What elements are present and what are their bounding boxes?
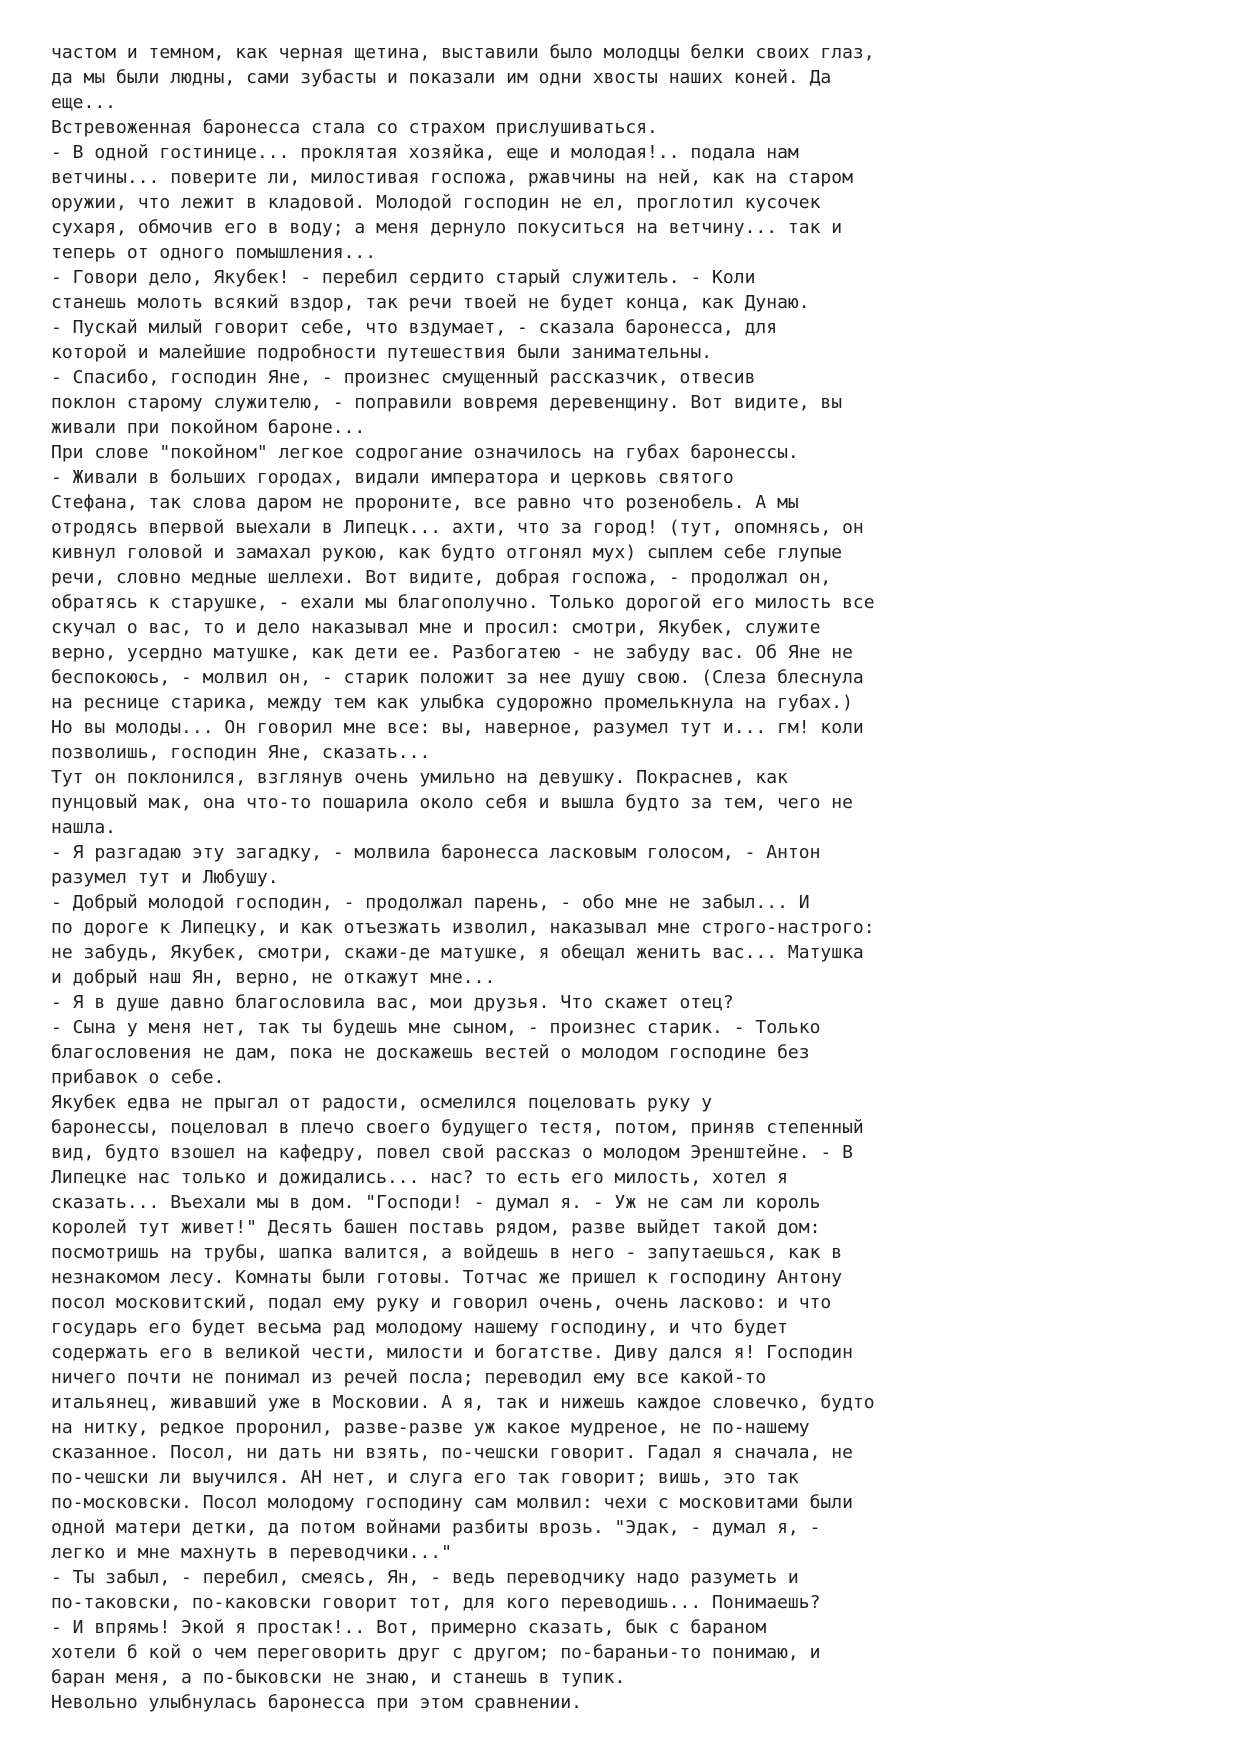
text-line: баран меня, а по-быковски не знаю, и станешь в тупик.: [51, 1667, 626, 1688]
text-line: да мы были людны, сами зубасты и показали им одни хвосты наших коней. Да: [51, 67, 832, 88]
text-line: сухаря, обмочив его в воду; а меня дернуло покуситься на ветчину... так и: [51, 217, 843, 238]
text-line: государь его будет весьма рад молодому нашему господину, и что будет: [51, 1317, 788, 1338]
text-line: - Сына у меня нет, так ты будешь мне сыном, - произнес старик. - Только: [51, 1017, 821, 1038]
text-line: Тут он поклонился, взглянув очень умильно на девушку. Покраснев, как: [51, 767, 788, 788]
text-line: ветчины... поверите ли, милостивая госпожа, ржавчины на ней, как на старом: [51, 167, 853, 188]
text-line: - В одной гостинице... проклятая хозяйка, еще и молодая!.. подала нам: [51, 142, 799, 163]
text-line: не забудь, Якубек, смотри, скажи-де матушке, я обещал женить вас... Матушка: [51, 942, 864, 963]
text-line: которой и малейшие подробности путешествия были занимательны.: [51, 342, 713, 363]
text-line: по-таковски, по-каковски говорит тот, для кого переводишь... Понимаешь?: [51, 1592, 821, 1613]
text-line: Якубек едва не прыгал от радости, осмелился поцеловать руку у: [51, 1092, 713, 1113]
text-line: нашла.: [51, 817, 117, 838]
text-line: вид, будто взошел на кафедру, повел свой рассказ о молодом Эренштейне. - В: [51, 1142, 853, 1163]
text-line: речи, словно медные шеллехи. Вот видите, добрая госпожа, - продолжал он,: [51, 567, 832, 588]
text-line: - Я в душе давно благословила вас, мои друзья. Что скажет отец?: [51, 992, 734, 1013]
text-line: живали при покойном бароне...: [51, 417, 366, 438]
text-line: посол московитский, подал ему руку и говорил очень, очень ласково: и что: [51, 1292, 832, 1313]
text-line: Липецке нас только и дожидались... нас? то есть его милость, хотел я: [51, 1167, 788, 1188]
text-line: содержать его в великой чести, милости и богатстве. Диву дался я! Господин: [51, 1342, 853, 1363]
text-line: Но вы молоды... Он говорил мне все: вы, наверное, разумел тут и... гм! коли: [51, 717, 864, 738]
text-line: еще...: [51, 92, 117, 113]
text-line: легко и мне махнуть в переводчики...": [51, 1542, 452, 1563]
text-line: пунцовый мак, она что-то пошарила около себя и вышла будто за тем, чего не: [51, 792, 853, 813]
text-line: и добрый наш Ян, верно, не откажут мне...: [51, 967, 496, 988]
text-line: благословения не дам, пока не доскажешь вестей о молодом господине без: [51, 1042, 810, 1063]
text-line: Невольно улыбнулась баронесса при этом сравнении.: [51, 1692, 583, 1713]
text-line: - Спасибо, господин Яне, - произнес смущенный рассказчик, отвесив: [51, 367, 756, 388]
document-body: [51, 40, 1201, 1715]
text-line: - Добрый молодой господин, - продолжал парень, - обо мне не забыл... И: [51, 892, 810, 913]
text-line: скучал о вас, то и дело наказывал мне и просил: смотри, Якубек, служите: [51, 617, 821, 638]
text-line: ничего почти не понимал из речей посла; переводил ему все какой-то: [51, 1367, 767, 1388]
text-line: кивнул головой и замахал рукою, как будто отгонял мух) сыплем себе глупые: [51, 542, 843, 563]
text-line: итальянец, живавший уже в Московии. А я, так и нижешь каждое словечко, будто: [51, 1392, 875, 1413]
text-line: поклон старому служителю, - поправили вовремя деревенщину. Вот видите, вы: [51, 392, 843, 413]
text-line: оружии, что лежит в кладовой. Молодой господин не ел, проглотил кусочек: [51, 192, 821, 213]
text-line: сказать... Въехали мы в дом. "Господи! - думал я. - Уж не сам ли король: [51, 1192, 821, 1213]
text-line: баронессы, поцеловал в плечо своего будущего тестя, потом, приняв степенный: [51, 1117, 864, 1138]
text-line: на реснице старика, между тем как улыбка судорожно промелькнула на губах.): [51, 692, 853, 713]
text-line: теперь от одного помышления...: [51, 242, 377, 263]
text-line: по-московски. Посол молодому господину сам молвил: чехи с московитами были: [51, 1492, 853, 1513]
text-line: беспокоюсь, - молвил он, - старик положит за нее душу свою. (Слеза блеснула: [51, 667, 864, 688]
text-line: Встревоженная баронесса стала со страхом прислушиваться.: [51, 117, 658, 138]
text-line: незнакомом лесу. Комнаты были готовы. Тотчас же пришел к господину Антону: [51, 1267, 843, 1288]
text-line: позволишь, господин Яне, сказать...: [51, 742, 431, 763]
text-line: по-чешски ли выучился. АН нет, и слуга его так говорит; вишь, это так: [51, 1467, 799, 1488]
text-line: королей тут живет!" Десять башен поставь рядом, разве выйдет такой дом:: [51, 1217, 821, 1238]
text-line: - Живали в больших городах, видали императора и церковь святого: [51, 467, 734, 488]
text-line: При слове "покойном" легкое содрогание означилось на губах баронессы.: [51, 442, 799, 463]
text-line: на нитку, редкое проронил, разве-разве уж какое мудреное, не по-нашему: [51, 1417, 810, 1438]
text-line: - Я разгадаю эту загадку, - молвила баронесса ласковым голосом, - Антон: [51, 842, 821, 863]
text-line: - Говори дело, Якубек! - перебил сердито старый служитель. - Коли: [51, 267, 756, 288]
text-line: - Пускай милый говорит себе, что вздумает, - сказала баронесса, для: [51, 317, 778, 338]
text-line: верно, усердно матушке, как дети ее. Разбогатею - не забуду вас. Об Яне не: [51, 642, 853, 663]
text-line: - И впрямь! Экой я простак!.. Вот, примерно сказать, бык с бараном: [51, 1617, 767, 1638]
text-line: прибавок о себе.: [51, 1067, 225, 1088]
text-line: частом и темном, как черная щетина, выставили было молодцы белки своих глаз,: [51, 42, 875, 63]
text-line: станешь молоть всякий вздор, так речи твоей не будет конца, как Дунаю.: [51, 292, 810, 313]
text-line: Стефана, так слова даром не пророните, все равно что розенобель. А мы: [51, 492, 799, 513]
text-line: одной матери детки, да потом войнами разбиты врозь. "Эдак, - думал я, -: [51, 1517, 821, 1538]
text-line: - Ты забыл, - перебил, смеясь, Ян, - ведь переводчику надо разуметь и: [51, 1567, 799, 1588]
text-line: сказанное. Посол, ни дать ни взять, по-чешски говорит. Гадал я сначала, не: [51, 1442, 853, 1463]
text-line: по дороге к Липецку, и как отъезжать изволил, наказывал мне строго-настрого:: [51, 917, 875, 938]
text-line: хотели б кой о чем переговорить друг с другом; по-бараньи-то понимаю, и: [51, 1642, 821, 1663]
text-line: посмотришь на трубы, шапка валится, а войдешь в него - запутаешься, как в: [51, 1242, 843, 1263]
text-line: отродясь впервой выехали в Липецк... ахти, что за город! (тут, опомнясь, он: [51, 517, 864, 538]
text-line: разумел тут и Любушу.: [51, 867, 279, 888]
text-line: обратясь к старушке, - ехали мы благополучно. Только дорогой его милость все: [51, 592, 875, 613]
